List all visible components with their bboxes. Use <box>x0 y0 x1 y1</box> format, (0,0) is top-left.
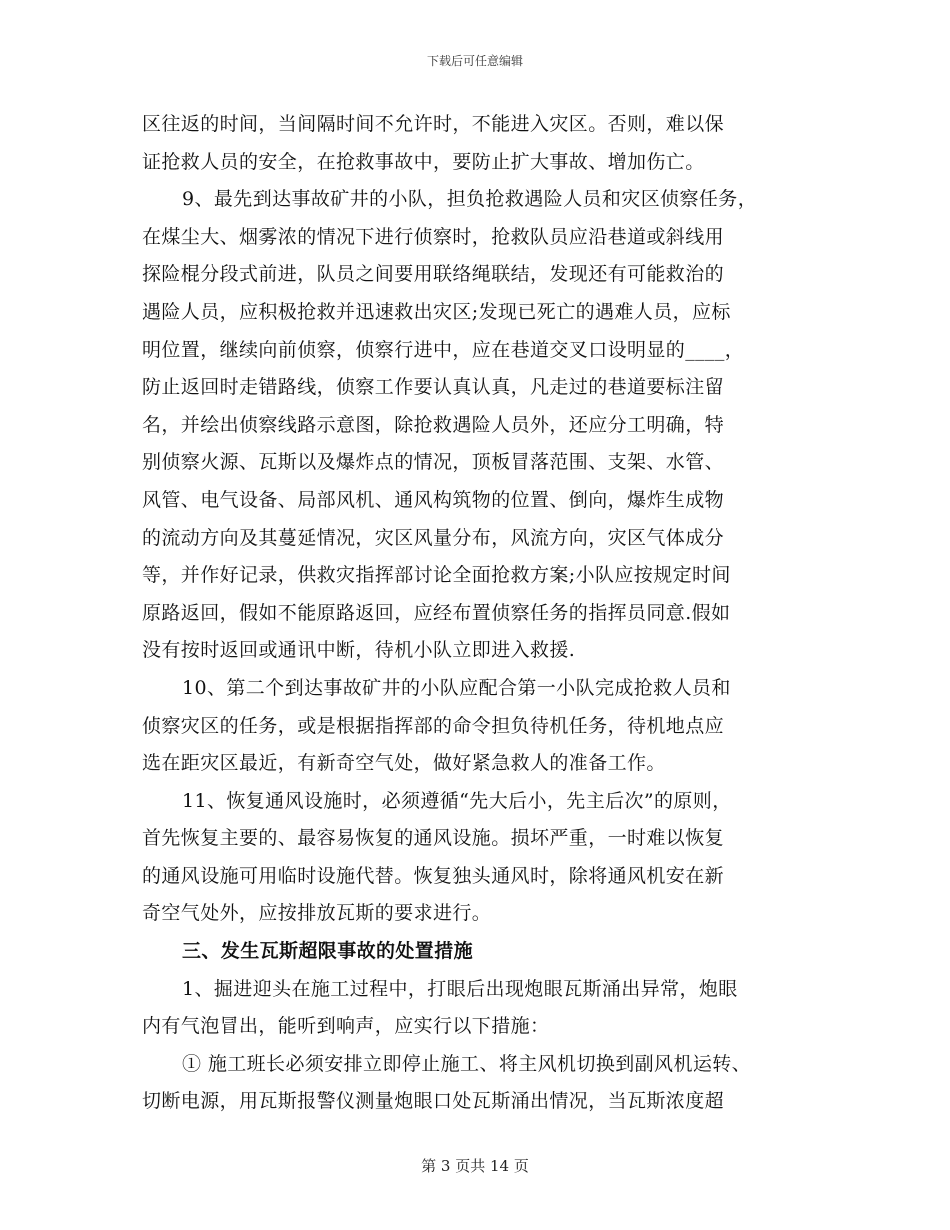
page-number: 第 3 页共 14 页 <box>421 1157 529 1175</box>
text-line-19: 11、恢复通风设施时，必须遵循“先大后小，先主后次”的原则， <box>182 789 732 812</box>
text-line-18: 选在距灾区最近，有新奇空气处，做好紧急救人的准备工作。 <box>142 752 666 775</box>
text-line-2: 证抢救人员的安全，在抢救事故中，要防止扩大事故、增加伤亡。 <box>142 150 705 173</box>
page-header: 下载后可任意编辑 <box>426 54 523 68</box>
section-heading: 三、发生瓦斯超限事故的处置措施 <box>182 940 474 963</box>
text-line-7: 明位置，继续向前侦察，侦察行进中，应在巷道交叉口设明显的____， <box>142 338 745 361</box>
text-line-4: 在煤尘大、烟雾浓的情况下进行侦察时，抢救队员应沿巷道或斜线用 <box>142 225 725 248</box>
text-line-16: 10、第二个到达事故矿井的小队应配合第一小队完成抢救人员和 <box>182 676 731 699</box>
text-line-24: 1、掘进迎头在施工过程中，打眼后出现炮眼瓦斯涌出异常，炮眼 <box>182 977 738 1000</box>
text-line-3: 9、最先到达事故矿井的小队，担负抢救遇险人员和灾区侦察任务， <box>182 188 758 211</box>
text-line-25: 内有气泡冒出，能听到响声，应实行以下措施： <box>142 1015 550 1038</box>
text-line-15: 没有按时返回或通讯中断，待机小队立即进入救援. <box>142 639 576 662</box>
text-line-12: 的流动方向及其蔓延情况，灾区风量分布，风流方向，灾区气体成分 <box>142 526 725 549</box>
text-line-17: 侦察灾区的任务，或是根据指挥部的命令担负待机任务，待机地点应 <box>142 714 725 737</box>
text-line-27: 切断电源，用瓦斯报警仪测量炮眼口处瓦斯涌出情况，当瓦斯浓度超 <box>142 1090 725 1113</box>
text-line-14: 原路返回，假如不能原路返回，应经布置侦察任务的指挥员同意.假如 <box>142 601 731 624</box>
text-line-13: 等，并作好记录，供救灾指挥部讨论全面抢救方案;小队应按规定时间 <box>142 564 731 587</box>
text-line-26: ① 施工班长必须安排立即停止施工、将主风机切换到副风机运转、 <box>182 1052 752 1075</box>
text-line-21: 的通风设施可用临时设施代替。恢复独头通风时，除将通风机安在新 <box>142 864 725 887</box>
text-line-22: 奇空气处外，应按排放瓦斯的要求进行。 <box>142 902 492 925</box>
text-line-1: 区往返的时间，当间隔时间不允许时，不能进入灾区。否则，难以保 <box>142 113 725 135</box>
text-line-8: 防止返回时走错路线，侦察工作要认真认真，凡走过的巷道要标注留 <box>142 376 725 399</box>
document-body <box>142 106 822 1121</box>
text-line-20: 首先恢复主要的、最容易恢复的通风设施。损坏严重，一时难以恢复 <box>142 827 725 850</box>
text-line-5: 探险棍分段式前进，队员之间要用联络绳联结，发现还有可能救治的 <box>142 263 725 286</box>
text-line-6: 遇险人员，应积极抢救并迅速救出灾区;发现已死亡的遇难人员，应标 <box>142 300 731 323</box>
text-line-9: 名，并绘出侦察线路示意图，除抢救遇险人员外，还应分工明确，特 <box>142 413 725 436</box>
text-line-10: 别侦察火源、瓦斯以及爆炸点的情况，顶板冒落范围、支架、水管、 <box>142 451 725 474</box>
text-line-11: 风管、电气设备、局部风机、通风构筑物的位置、倒向，爆炸生成物 <box>142 488 725 511</box>
